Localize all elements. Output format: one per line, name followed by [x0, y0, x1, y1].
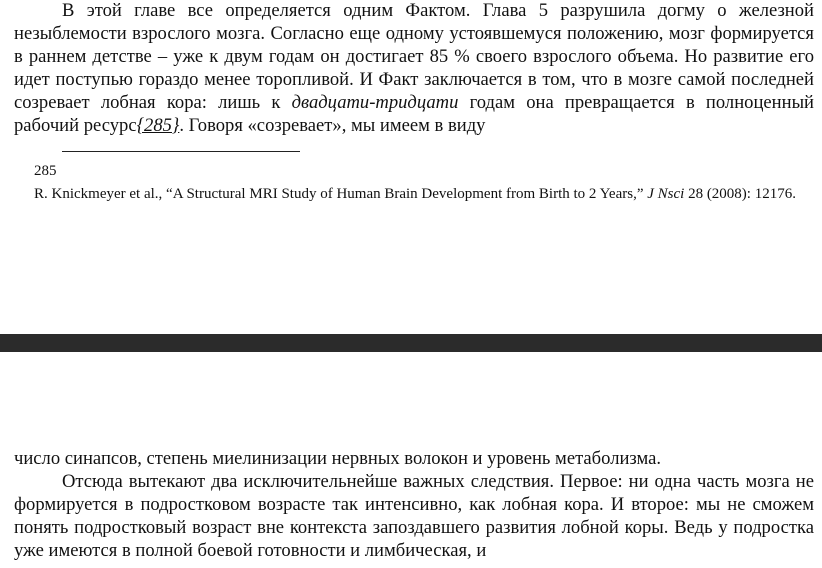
footnote-text — [14, 184, 814, 204]
paragraph-emphasis: двадцати-тридцати — [291, 91, 459, 113]
footnote-text-before: R. Knickmeyer et al., “A Structural MRI Study of Human Brain Development from Birth to 2 Years,” — [34, 186, 648, 202]
footnote-text-after: 28 (2008): 12176. — [684, 186, 796, 202]
main-paragraph — [14, 0, 814, 137]
paragraph-text-after: . Говоря «созревает», мы имеем в виду — [179, 114, 486, 136]
paragraph-text-before: В этой главе все определяется одним Фактом. Глава 5 разрушила догму о железной незыблемости взрослого мозга. Согласно еще одному устоявшемуся положению, мозг формируется в раннем детстве – уже к двум годам он достигает 85 % своего взрослого объема. Но развитие его идет поступью гораздо менее торопливой. И Факт заключается в том, что в мозге самой последней созревает лобная кора: лишь к — [14, 0, 814, 113]
second-paragraph: Отсюда вытекают два исключительнейше важных следствия. Первое: ни одна часть мозга не формируется в подростковом возрасте так интенсивно, как лобная кора. И второе: мы не сможем понять подростковый возраст вне контекста запоздавшего развития лобной коры. Ведь у подростка уже имеются в полной боевой готовности и лимбическая, и — [14, 471, 814, 561]
paragraph-text-mid: годам она превращается в полноценный рабочий ресурс — [14, 91, 815, 136]
footnote-separator — [62, 151, 300, 152]
page-divider — [0, 334, 822, 352]
footnote-reference-link[interactable]: {285} — [136, 114, 180, 136]
page-bottom — [0, 352, 822, 568]
footnote-journal: J Nsci — [647, 186, 685, 202]
footnote-number: 285 — [34, 163, 57, 179]
continuation-line: число синапсов, степень миелинизации нервных волокон и уровень метаболизма. — [14, 448, 662, 469]
